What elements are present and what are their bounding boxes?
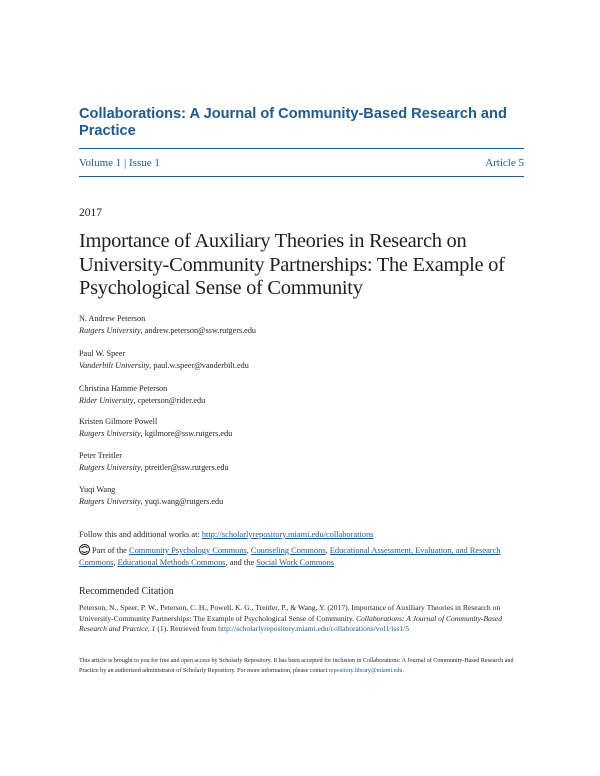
author-name[interactable]: N. Andrew Peterson xyxy=(79,314,146,323)
author-affiliation: Rutgers University xyxy=(79,497,141,506)
contact-email-link[interactable]: repository.library@miami.edu xyxy=(328,668,403,674)
author-separator: , xyxy=(140,326,145,335)
author-email: cpeterson@rider.edu xyxy=(137,396,206,405)
author-block xyxy=(79,484,509,508)
author-affiliation: Rutgers University xyxy=(79,429,141,438)
author-affiliation: Rutgers University xyxy=(79,326,141,335)
recommended-citation xyxy=(79,603,525,635)
citation-journal: Collaborations: A Journal of Community-Based Research and Practice, 1 xyxy=(79,613,503,633)
author-email: ptreitler@ssw.rutgers.edu xyxy=(144,463,229,472)
citation-url-link[interactable]: http://scholarlyrepository.miami.edu/collaborations/vol1/iss1/5 xyxy=(218,624,410,633)
footer-text: This article is brought to you for free and open access by Scholarly Repository. It has been accepted for inclusion in Collaborations: A Journal of Community-Based Research and Practice by an authorized administrator of Scholarly Repository. For more information, please contact xyxy=(79,658,514,674)
part-of-separator: , and the xyxy=(225,557,257,567)
author-separator: , xyxy=(140,429,145,438)
recommended-citation-heading: Recommended Citation xyxy=(79,586,174,597)
footer-end: . xyxy=(402,668,405,674)
header-rule-top xyxy=(79,148,524,149)
part-of-line xyxy=(79,544,519,568)
community-psychology-commons-link[interactable]: Community Psychology Commons xyxy=(128,546,247,555)
author-name[interactable]: Yuqi Wang xyxy=(79,485,116,494)
author-block xyxy=(79,313,509,337)
author-block xyxy=(79,383,509,407)
article-title: Importance of Auxiliary Theories in Research on University-Community Partnerships: The Example of Psychological Sense of Community xyxy=(79,230,505,299)
part-of-separator: , xyxy=(113,557,118,567)
footer-note xyxy=(79,656,525,676)
author-affiliation: Vanderbilt University xyxy=(79,361,150,370)
follow-text: Follow this and additional works at: xyxy=(79,530,202,539)
part-of-separator: , xyxy=(246,546,251,555)
author-name[interactable]: Kristen Gilmore Powell xyxy=(79,417,158,426)
article-number-link[interactable]: Article 5 xyxy=(485,157,524,169)
journal-title[interactable]: Collaborations: A Journal of Community-Based Research and Practice xyxy=(79,106,507,139)
author-name[interactable]: Christina Hamme Peterson xyxy=(79,384,168,393)
author-affiliation: Rutgers University xyxy=(79,463,141,472)
author-name[interactable]: Paul W. Speer xyxy=(79,349,126,358)
author-email: paul.w.speer@vanderbilt.edu xyxy=(153,361,249,370)
author-separator: , xyxy=(149,361,154,370)
part-of-prefix: Part of the xyxy=(92,546,129,555)
author-email: kgilmore@ssw.rutgers.edu xyxy=(144,429,233,438)
educational-methods-commons-link[interactable]: Educational Methods Commons xyxy=(117,557,226,567)
part-of-separator: , xyxy=(325,546,330,555)
author-email: yuqi.wang@rutgers.edu xyxy=(144,497,224,506)
educational-assessment-commons-link[interactable]: Educational Assessment, Evaluation, and Research Commons xyxy=(79,546,501,567)
citation-authors: Peterson, N., Speer, P. W., Peterson, C. H., Powell, K. G., Treitler, P., & Wang, Y. (2017). Importance of Auxiliary Theories in Research on University-Community Partnerships: The Example of Psychological Sense of Community. xyxy=(79,603,501,623)
author-email: andrew.peterson@ssw.rutgers.edu xyxy=(144,326,257,335)
social-work-commons-link[interactable]: Social Work Commons xyxy=(256,557,335,567)
counseling-commons-link[interactable]: Counseling Commons xyxy=(250,546,326,555)
author-affiliation: Rider University xyxy=(79,396,134,405)
author-block xyxy=(79,450,509,474)
header-rule-bottom xyxy=(79,176,524,177)
citation-issue: (1). Retrieved from xyxy=(155,624,219,633)
issue-line xyxy=(79,157,524,170)
follow-line xyxy=(79,529,524,540)
author-separator: , xyxy=(140,497,145,506)
network-icon xyxy=(79,544,90,555)
publication-year: 2017 xyxy=(79,207,102,219)
collections-link[interactable]: http://scholarlyrepository.miami.edu/collaborations xyxy=(201,530,374,539)
volume-issue-link[interactable]: Volume 1 | Issue 1 xyxy=(79,157,160,169)
author-name[interactable]: Peter Treitler xyxy=(79,451,122,460)
author-separator: , xyxy=(133,396,138,405)
author-separator: , xyxy=(140,463,145,472)
author-block xyxy=(79,348,509,372)
author-block xyxy=(79,416,509,440)
